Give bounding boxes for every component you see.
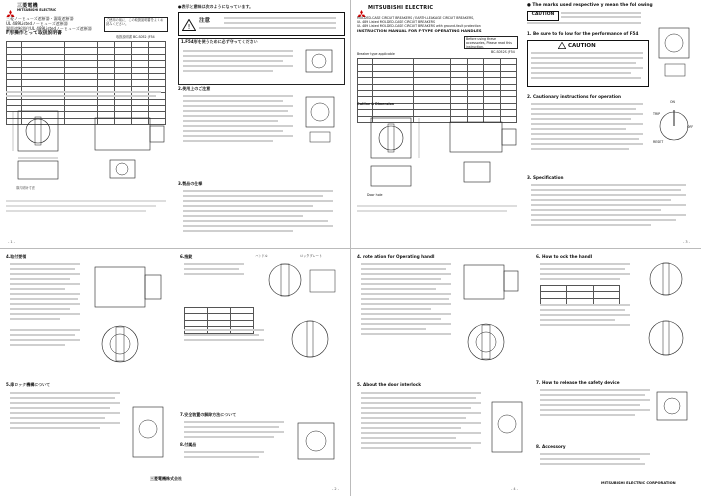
mitsubishi-logo-icon [6,4,15,13]
en-sheet-back [351,249,701,496]
warning-triangle-icon [182,19,196,31]
jp-marks-heading: ●表示と意味は次のようになっています。 [178,4,254,9]
en-sheet-front [351,0,701,248]
en-section2-title: 2. Cautionary instructions for operation [527,94,622,99]
en-release-figure [651,387,696,427]
jp-sheet-back [0,249,350,496]
en-section7-title: 7. How to release the safety device [536,380,620,385]
page-number-1: - 1 - [8,240,15,244]
en-section1-title: 1. Be sure to fo low for the performance of F54 [527,31,639,36]
jp-doc-number: 取扱説明書 BC-S052 (F54 [116,35,155,39]
page-number-3: - 3 - [683,240,690,244]
en-section6-title: 6. How to ock the handl [536,254,593,259]
jp-sheet-front [0,0,350,248]
jp-caution-word: 注意 [199,18,211,24]
en-side-drawing [446,112,521,187]
handle-label-off: OFF [687,125,694,129]
mitsubishi-logo-icon [357,4,366,13]
en-lock-figure [636,253,696,308]
en-logo [357,4,433,13]
jp-section6-title: 6.施錠 [180,254,193,259]
jp-title-4: F形操作とって取扱説明書 [6,31,62,36]
en-table-label: Breaker type applicable [357,52,395,56]
en-doc-number: BC-S052S (F54 [491,50,515,54]
jp-door-hole-label: 扉穴明け寸法 [16,186,36,190]
page-number-4: - 4 - [511,487,518,491]
page-number-2: - 2 - [332,487,339,491]
jp-title-3: 漏電遮断器付UL 489Listedノーヒューズ遮断器 [6,26,92,31]
warning-triangle-icon [558,42,566,49]
jp-outline-drawing [8,103,78,183]
jp-title-1: 三菱ノーヒューズ遮断器・漏電遮断器 [6,16,74,21]
en-door-hole-label: Door hole [367,193,383,197]
jp-section2-title: 2.使用上のご注意 [178,86,211,91]
en-outline-label: Outline & Dimension [357,102,395,106]
jp-interlock-figure [125,399,175,469]
en-notice-text: Before using these accessories, Please read this instruction. [466,37,512,49]
svg-text:!: ! [187,23,191,31]
jp-footer-company: 三菱電機株式会社 [150,476,182,481]
jp-section3-title: 3.製品の仕様 [178,181,203,186]
jp-section1-title: 1.F54形を使うために必ず守ってください [181,39,258,44]
jp-lockplate-label: ロックプレート [300,254,323,258]
jp-title-2: UL 489Listedノーヒューズ遮断器 [6,21,68,26]
jp-release-figure [290,417,345,467]
jp-handle-figure-2 [300,92,342,147]
en-handle-figure-1 [653,20,697,80]
en-title-1: MOLDED-CASE CIRCUIT BREAKERS / EARTH-LEAKAGE CIRCUIT BREAKERS, [357,16,475,20]
jp-lock-figure [255,255,345,305]
en-title-2: UL 489 Listed MOLDED-CASE CIRCUIT BREAKERS [357,20,435,24]
jp-notice-box [104,17,168,32]
en-notice-box [464,36,518,49]
en-marks-heading: ● The marks used respective y mean the fol owing [527,3,653,8]
handle-label-on: ON [670,100,675,104]
en-caution-word: CAUTION [531,12,555,17]
jp-mounting-figure [85,259,170,379]
jp-section7-title: 7.安全装置の解除方法について [180,412,237,417]
logo-text-jp: 三菱電機 [17,3,38,10]
en-title-3: UL 489 Listed MOLDED-CASE CIRCUIT BREAKERS with ground-fault protection [357,24,481,28]
logo-text-en: MITSUBISHI ELECTRIC [17,8,57,13]
jp-logo [6,4,56,13]
jp-handle-label: ハンドル [255,254,268,258]
handle-label-reset: RESET [653,140,664,144]
en-interlock-figure [486,394,531,464]
en-section4-title: 4. rote ation for Operating handl [357,254,435,259]
en-section8-title: 8. Accessory [536,444,566,449]
handle-label-trip: TRIP [653,112,661,116]
en-lock-table [540,285,620,305]
jp-section4-title: 4.取付要領 [6,254,27,259]
jp-side-drawing [90,108,170,183]
en-lock-figure-2 [636,311,696,366]
logo-text-en: MITSUBISHI ELECTRIC [368,5,434,11]
jp-section8-title: 8.付属品 [180,442,197,447]
en-outline-drawing [359,110,439,190]
jp-section5-title: 5.扉ロック機構について [6,382,51,387]
jp-lock-figure-2 [280,309,340,369]
en-caution-box-word: CAUTION [568,42,596,49]
en-caution-mark-box [527,11,559,21]
en-section5-title: 5. About the door interlock [357,382,421,387]
en-title-4: INSTRUCTION MANUAL FOR F-TYPE OPERATING HANDLES [357,28,482,33]
jp-handle-figure-1 [302,46,338,76]
jp-caution-box [178,12,345,36]
en-section3-title: 3. Specification [527,175,564,180]
jp-notice-text: ご使用の前に、この取扱説明書をよくお読みください。 [106,18,164,26]
horizontal-divider [0,248,701,249]
en-footer-company: MITSUBISHI ELECTRIC CORPORATION [601,481,676,485]
en-mounting-figure [456,257,526,382]
